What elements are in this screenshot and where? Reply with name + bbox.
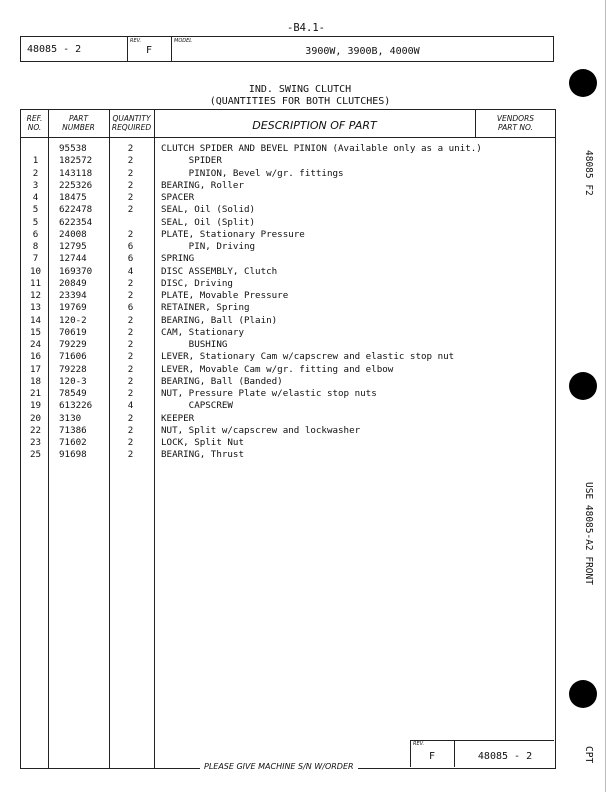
ref-cell: 24 <box>29 339 42 350</box>
table-row <box>21 180 555 192</box>
quantity-cell: 2 <box>127 375 134 387</box>
table-row <box>21 290 555 302</box>
table-row <box>21 241 555 253</box>
header-rule <box>21 137 555 138</box>
quantity-cell: 2 <box>127 351 134 363</box>
punch-hole <box>569 680 597 708</box>
ref-cell: 3 <box>32 179 39 191</box>
description-cell: CAM, Stationary <box>161 326 244 338</box>
description-cell: DISC ASSEMBLY, Clutch <box>161 265 278 277</box>
page-number: -B4.1- <box>287 22 325 34</box>
punch-hole <box>569 372 597 400</box>
quantity-cell: 6 <box>127 241 134 252</box>
ref-cell: 7 <box>32 253 39 265</box>
table-row <box>21 278 555 290</box>
part-number-cell: 70619 <box>59 326 87 338</box>
table-row <box>21 229 555 241</box>
part-number-cell: 622478 <box>59 204 93 216</box>
header-rev-value: F <box>145 45 153 56</box>
table-row <box>21 364 555 376</box>
part-number-cell: 71386 <box>59 424 87 436</box>
description-cell: CLUTCH SPIDER AND BEVEL PINION (Available only as a unit.) <box>161 143 482 154</box>
table-row <box>21 155 555 167</box>
description-cell: SEAL, Oil (Solid) <box>161 204 256 216</box>
part-number-cell: 71606 <box>59 351 87 363</box>
quantity-cell: 2 <box>127 204 134 216</box>
description-cell: DISC, Driving <box>161 277 233 289</box>
part-number-cell: 225326 <box>59 179 93 191</box>
quantity-cell: 2 <box>127 155 134 167</box>
table-row <box>21 413 555 425</box>
part-number-cell: 24008 <box>59 228 87 240</box>
description-cell: SPRING <box>161 253 195 265</box>
table-row <box>21 327 555 339</box>
part-number-cell: 23394 <box>59 290 87 301</box>
part-number-cell: 12795 <box>59 241 87 252</box>
footer-rev-value: F <box>428 751 436 762</box>
col-header-description: DESCRIPTION OF PART <box>252 119 377 132</box>
quantity-cell: 2 <box>127 339 134 350</box>
description-cell: SPIDER <box>161 155 222 167</box>
ref-cell: 1 <box>32 155 39 167</box>
part-number-cell: 613226 <box>59 400 93 412</box>
table-row <box>21 425 555 437</box>
ref-cell: 13 <box>29 302 42 314</box>
part-number-cell: 19769 <box>59 302 87 314</box>
description-cell: PIN, Driving <box>161 241 256 252</box>
section-subtitle: (QUANTITIES FOR BOTH CLUTCHES) <box>209 96 391 107</box>
quantity-cell: 2 <box>127 388 134 399</box>
ref-cell: 16 <box>29 351 42 363</box>
part-number-cell: 143118 <box>59 167 93 179</box>
quantity-cell: 2 <box>127 326 134 338</box>
ref-cell: 17 <box>29 363 42 375</box>
table-row <box>21 192 555 204</box>
part-number-cell: 18475 <box>59 192 87 203</box>
part-number-cell: 79229 <box>59 339 87 350</box>
col-header-part <box>48 114 109 132</box>
quantity-cell: 2 <box>127 277 134 289</box>
header-model-label: MODEL <box>174 38 193 44</box>
description-cell: KEEPER <box>161 412 195 424</box>
ref-cell: 22 <box>29 424 42 436</box>
ref-cell: 12 <box>29 290 42 301</box>
part-number-cell: 120-2 <box>59 314 87 326</box>
page-edge <box>605 0 606 792</box>
quantity-cell: 2 <box>127 143 134 154</box>
col-header-vendor <box>476 114 555 132</box>
table-row <box>21 376 555 388</box>
footer-divider <box>454 740 455 767</box>
quantity-cell: 4 <box>127 400 134 412</box>
quantity-cell: 2 <box>127 314 134 326</box>
ref-cell: 10 <box>29 265 42 277</box>
ref-cell: 5 <box>32 216 39 228</box>
ref-cell: 20 <box>29 412 42 424</box>
ref-cell: 25 <box>29 449 42 461</box>
part-number-cell: 169370 <box>59 265 93 277</box>
quantity-cell: 6 <box>127 253 134 265</box>
ref-cell: 14 <box>29 314 42 326</box>
table-row <box>21 339 555 351</box>
table-row <box>21 217 555 229</box>
table-row <box>21 253 555 265</box>
ref-cell: 6 <box>32 228 39 240</box>
footer-rev-label: REV. <box>413 741 425 747</box>
description-cell: BEARING, Ball (Banded) <box>161 375 283 387</box>
part-number-cell: 12744 <box>59 253 87 265</box>
description-cell: PLATE, Movable Pressure <box>161 290 289 301</box>
col-header-ref-line1: REF. <box>26 114 43 123</box>
side-label-middle: USE 48085-A2 FRONT <box>583 482 594 585</box>
quantity-cell: 2 <box>127 167 134 179</box>
description-cell: PLATE, Stationary Pressure <box>161 228 305 240</box>
ref-cell: 15 <box>29 326 42 338</box>
table-row <box>21 351 555 363</box>
description-cell: SEAL, Oil (Split) <box>161 216 256 228</box>
part-number-cell: 91698 <box>59 449 87 461</box>
col-header-qty-line2: REQUIRED <box>111 123 152 132</box>
col-header-vendor-line1: VENDORS <box>496 114 535 123</box>
quantity-cell: 2 <box>127 228 134 240</box>
side-label-bottom: CPT <box>583 746 594 764</box>
part-number-cell: 79228 <box>59 363 87 375</box>
quantity-cell: 2 <box>127 179 134 191</box>
description-cell: BEARING, Thrust <box>161 449 244 461</box>
header-box <box>20 36 554 62</box>
ref-cell: 23 <box>29 437 42 448</box>
description-cell: SPACER <box>161 192 195 203</box>
table-row <box>21 143 555 155</box>
part-number-cell: 622354 <box>59 216 93 228</box>
ref-cell: 21 <box>29 388 42 399</box>
part-number-cell: 20849 <box>59 277 87 289</box>
table-row <box>21 388 555 400</box>
quantity-cell: 2 <box>127 424 134 436</box>
description-cell: BEARING, Roller <box>161 179 244 191</box>
description-cell: LOCK, Split Nut <box>161 437 244 448</box>
ref-cell: 18 <box>29 375 42 387</box>
description-cell: BUSHING <box>161 339 228 350</box>
quantity-cell: 2 <box>127 412 134 424</box>
ref-cell: 5 <box>32 204 39 216</box>
col-header-ref-line2: NO. <box>27 123 42 132</box>
table-row <box>21 168 555 180</box>
table-row <box>21 449 555 461</box>
ref-cell: 19 <box>29 400 42 412</box>
ref-cell: 11 <box>29 277 42 289</box>
header-doc-number: 48085 - 2 <box>27 44 82 55</box>
quantity-cell: 2 <box>127 449 134 461</box>
table-row <box>21 315 555 327</box>
part-number-cell: 182572 <box>59 155 93 167</box>
col-header-qty <box>109 114 154 132</box>
part-number-cell: 71602 <box>59 437 87 448</box>
col-header-vendor-line2: PART NO. <box>497 123 534 132</box>
footer-doc-number: 48085 - 2 <box>477 751 533 762</box>
col-header-part-line1: PART <box>68 114 89 123</box>
description-cell: NUT, Split w/capscrew and lockwasher <box>161 424 361 436</box>
col-header-ref <box>21 114 48 132</box>
table-row <box>21 302 555 314</box>
part-number-cell: 120-3 <box>59 375 87 387</box>
description-cell: LEVER, Stationary Cam w/capscrew and elastic stop nut <box>161 351 455 363</box>
side-label-top: 48085 F2 <box>583 150 594 196</box>
header-models: 3900W, 3900B, 4000W <box>305 46 420 57</box>
description-cell: BEARING, Ball (Plain) <box>161 314 278 326</box>
section-title: IND. SWING CLUTCH <box>248 84 352 95</box>
description-cell: PINION, Bevel w/gr. fittings <box>161 167 344 179</box>
header-rev-label: REV. <box>130 38 142 44</box>
ref-cell: 8 <box>32 241 39 252</box>
punch-hole <box>569 69 597 97</box>
description-cell: NUT, Pressure Plate w/elastic stop nuts <box>161 388 377 399</box>
ref-cell: 2 <box>32 167 39 179</box>
footer-box <box>410 740 554 767</box>
quantity-cell: 6 <box>127 302 134 314</box>
col-header-qty-line1: QUANTITY <box>112 114 151 123</box>
quantity-cell: 4 <box>127 265 134 277</box>
col-header-part-line2: NUMBER <box>62 123 95 132</box>
table-row <box>21 400 555 412</box>
part-number-cell: 3130 <box>59 412 82 424</box>
ref-cell: 4 <box>32 192 39 203</box>
footer-note: PLEASE GIVE MACHINE S/N W/ORDER <box>200 762 358 771</box>
quantity-cell: 2 <box>127 437 134 448</box>
table-row <box>21 204 555 216</box>
quantity-cell: 2 <box>127 363 134 375</box>
description-cell: LEVER, Movable Cam w/gr. fitting and elbow <box>161 363 394 375</box>
description-cell: RETAINER, Spring <box>161 302 250 314</box>
quantity-cell: 2 <box>127 192 134 203</box>
parts-table <box>20 109 556 769</box>
table-row <box>21 437 555 449</box>
table-row <box>21 266 555 278</box>
quantity-cell: 2 <box>127 290 134 301</box>
description-cell: CAPSCREW <box>161 400 233 412</box>
part-number-cell: 95538 <box>59 143 87 154</box>
part-number-cell: 78549 <box>59 388 87 399</box>
